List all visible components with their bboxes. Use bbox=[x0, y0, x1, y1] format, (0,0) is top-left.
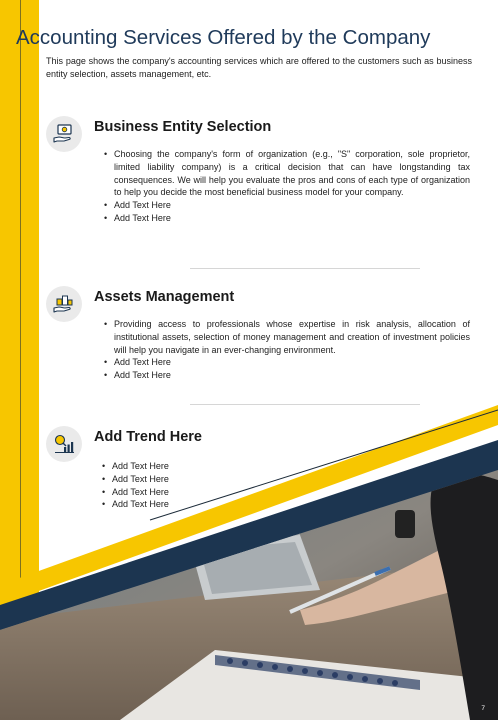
bullet-list bbox=[104, 318, 470, 382]
list-item: • Providing access to professionals whose expertise in risk analysis, allocation of institutional assets, selection of money management and creation of investment policies will help you navigate in an ever-changing environment. bbox=[104, 318, 470, 356]
page-title: Accounting Services Offered by the Company bbox=[16, 26, 431, 49]
section-divider bbox=[190, 268, 420, 269]
section-title: Add Trend Here bbox=[94, 429, 202, 445]
bullet-list bbox=[102, 460, 468, 511]
list-item: • Add Text Here bbox=[102, 460, 468, 473]
intro-paragraph: This page shows the company's accounting services which are offered to the customers such as business entity selection, assets management, etc. bbox=[46, 56, 472, 79]
page-number: 7 bbox=[481, 705, 485, 712]
list-item: • Add Text Here bbox=[102, 473, 468, 486]
list-item: • Add Text Here bbox=[104, 356, 470, 369]
list-item: • Add Text Here bbox=[104, 369, 470, 382]
section-title: Business Entity Selection bbox=[94, 119, 272, 135]
section-title: Assets Management bbox=[94, 289, 235, 305]
list-item: • Choosing the company's form of organization (e.g., "S" corporation, sole proprietor, limited liability company) is a critical decision that can have longstanding tax consequences. We will help you evaluate the pros and cons of each type of organization to help you decide the most beneficial business model for your company. bbox=[104, 148, 470, 199]
list-item: • Add Text Here bbox=[102, 498, 468, 511]
list-item: • Add Text Here bbox=[102, 486, 468, 499]
coins-hand-icon bbox=[52, 292, 76, 316]
icon-badge bbox=[46, 286, 82, 322]
list-item: • Add Text Here bbox=[104, 212, 470, 225]
trend-analysis-icon bbox=[52, 432, 76, 456]
section-divider bbox=[190, 404, 420, 405]
list-item: • Add Text Here bbox=[104, 199, 470, 212]
icon-badge bbox=[46, 426, 82, 462]
money-hand-icon bbox=[52, 122, 76, 146]
bullet-list bbox=[104, 148, 470, 225]
icon-badge bbox=[46, 116, 82, 152]
